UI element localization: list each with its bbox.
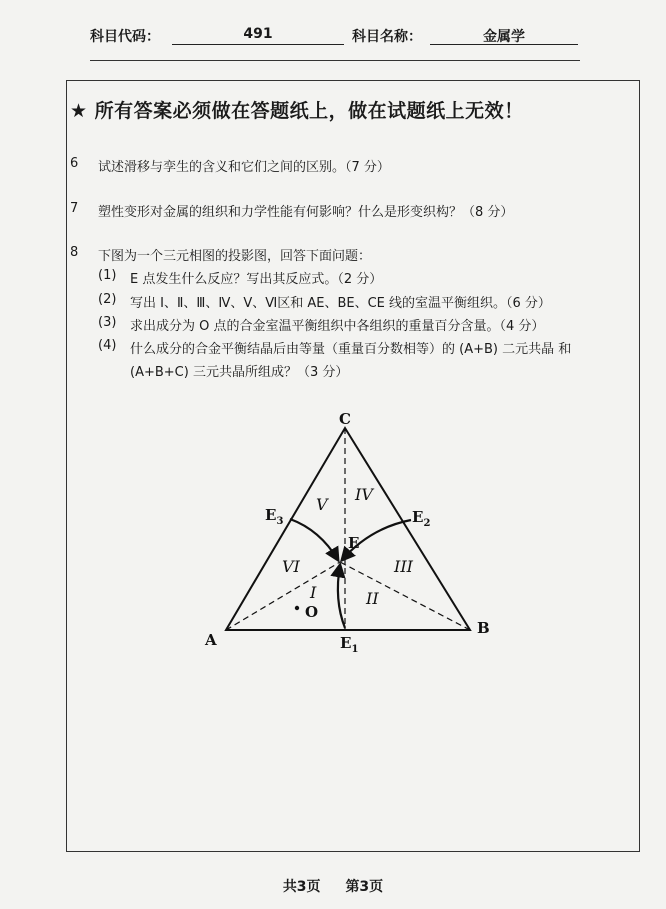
region-iii-label: III	[394, 557, 413, 576]
region-iv-label: IV	[355, 485, 373, 504]
subquestion-text: (A+B+C) 三元共晶所组成？（3 分）	[130, 365, 349, 380]
region-ii-label: II	[366, 589, 379, 608]
subquestion-text: 什么成分的合金平衡结晶后由等量（重量百分数相等）的 (A+B) 二元共晶 和	[130, 342, 572, 357]
subquestion-number: (4)	[98, 338, 117, 353]
question-number: 8	[70, 245, 79, 260]
point-e2-label: $E_2$	[412, 508, 431, 529]
total-pages: 共3页	[282, 879, 321, 895]
vertex-a-label: A	[205, 631, 217, 649]
subquestion-text: 求出成分为 O 点的合金室温平衡组织中各组织的重量百分含量。（4 分）	[130, 319, 545, 334]
curve-e1-e	[338, 565, 345, 628]
question-number: 7	[70, 201, 79, 216]
subquestion-text: E 点发生什么反应？写出其反应式。（2 分）	[130, 272, 383, 287]
vertex-b-label: B	[477, 619, 490, 637]
vertex-c-label: C	[339, 410, 351, 428]
subject-code-value: 491	[172, 26, 344, 45]
question-text: 试述滑移与孪生的含义和它们之间的区别。（7 分）	[98, 160, 390, 175]
question-number: 6	[70, 156, 79, 171]
curve-e3-e	[290, 519, 338, 560]
region-vi-label: VI	[282, 557, 300, 576]
subquestion-number: (1)	[98, 268, 117, 283]
subquestion-text: 写出 Ⅰ、Ⅱ、Ⅲ、Ⅳ、Ⅴ、Ⅵ区和 AE、BE、CE 线的室温平衡组织。（6 分）	[130, 296, 551, 311]
subject-name-value: 金属学	[430, 26, 578, 45]
triangle-outline	[226, 428, 470, 630]
point-e3-label: $E_3$	[265, 506, 284, 527]
subquestion-number: (2)	[98, 292, 117, 307]
point-e-label: E	[348, 534, 360, 552]
region-i-label: I	[310, 583, 317, 602]
question-text: 塑性变形对金属的组织和力学性能有何影响？什么是形变织构？（8 分）	[98, 205, 514, 220]
point-o-marker	[295, 606, 299, 610]
page-footer	[0, 876, 666, 896]
subquestion-number: (3)	[98, 315, 117, 330]
current-page: 第3页	[345, 879, 384, 895]
subject-name-label: 科目名称：	[352, 29, 422, 45]
question-text: 下图为一个三元相图的投影图，回答下面问题：	[98, 249, 372, 264]
point-o-label: O	[305, 603, 319, 621]
region-v-label: V	[316, 495, 328, 514]
subject-code-label: 科目代码：	[90, 29, 160, 45]
point-e1-label: $E_1$	[340, 634, 359, 655]
answer-notice: ★ 所有答案必须做在答题纸上，做在试题纸上无效！	[70, 100, 524, 122]
